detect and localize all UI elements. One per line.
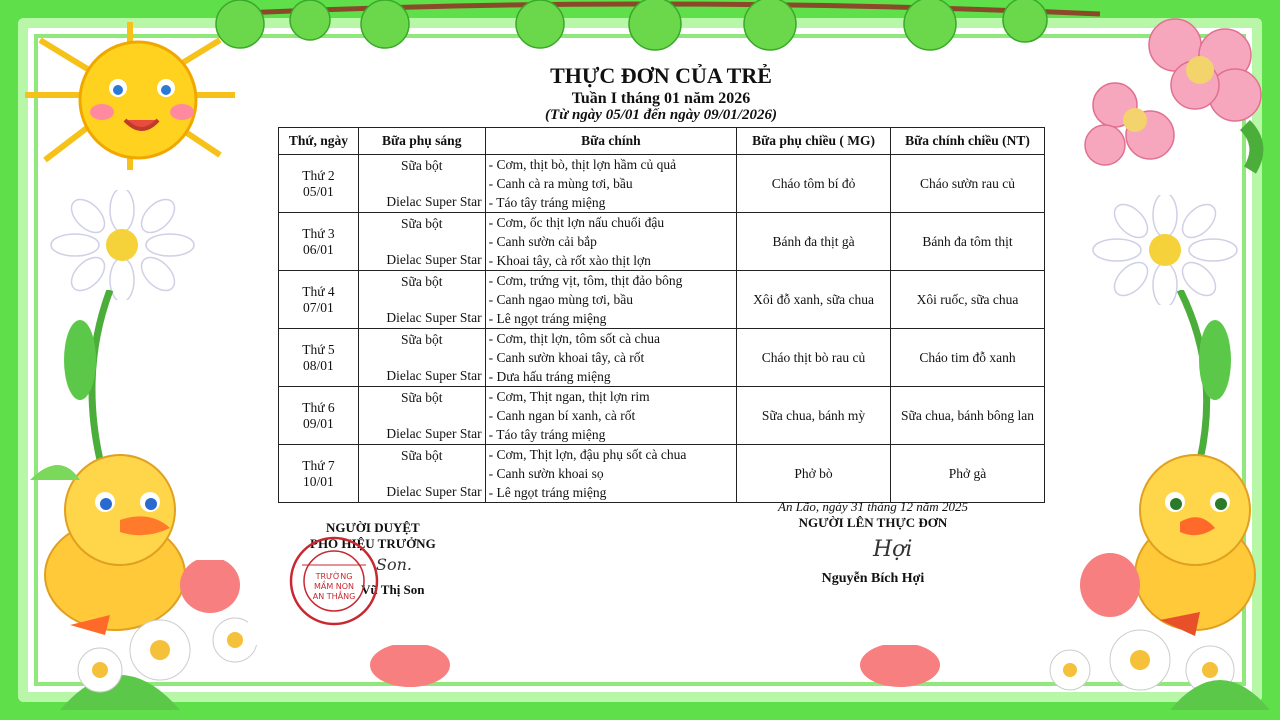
snack-brand: Dielac Super Star [386,193,482,209]
page-title: THỰC ĐƠN CỦA TRẺ [550,63,772,88]
col-header-afternoon-nt: Bữa chính chiều (NT) [891,128,1045,155]
snack-item: Sữa bột [401,447,443,463]
day-cell [279,213,359,271]
approver-role: NGƯỜI DUYỆT [325,520,420,535]
col-header-main-meal: Bữa chính [485,128,736,155]
afternoon-nt-cell: Bánh đa tôm thịt [891,213,1045,271]
dish-item: - Cơm, thịt bò, thịt lợn hầm củ quả [488,157,677,172]
dish-item: - Canh ngao mùng tơi, bầu [488,292,634,307]
dish-item: - Canh sườn cải bắp [488,234,597,249]
snack-brand: Dielac Super Star [386,251,482,267]
afternoon-mg-cell: Cháo thịt bò rau củ [737,329,891,387]
snack-item: Sữa bột [401,157,443,173]
day-label: Thứ 3 [302,225,335,241]
afternoon-nt-cell: Phở gà [891,445,1045,503]
daisy-icon [50,190,210,300]
preparer-handwriting: Hợi [873,537,913,562]
menu-document [248,55,1074,645]
menu-table [278,127,1045,503]
dish-item: - Canh sườn khoai tây, cà rốt [488,350,645,365]
dish-item: - Cơm, Thịt lợn, đậu phụ sốt cà chua [488,447,687,462]
svg-text:TRƯỜNG: TRƯỜNG [315,572,353,581]
main-meal-cell [485,387,736,445]
date-label: 09/01 [303,415,334,431]
approver-name: Vũ Thị Son [361,582,425,597]
dish-item: - Dưa hấu tráng miệng [488,369,611,384]
snack-brand: Dielac Super Star [386,309,482,325]
preparer-name: Nguyễn Bích Hợi [821,571,925,586]
table-row [279,329,1045,387]
snack-item: Sữa bột [401,273,443,289]
dish-item: - Khoai tây, cà rốt xào thịt lợn [488,253,651,268]
dish-item: - Canh ngan bí xanh, cà rốt [488,408,636,423]
dish-item: - Lê ngọt tráng miệng [488,485,607,500]
main-meal-cell [485,329,736,387]
day-cell [279,445,359,503]
dish-item: - Lê ngọt tráng miệng [488,311,607,326]
morning-snack-cell [358,155,485,213]
daisy-icon [1085,195,1245,305]
date-label: 10/01 [303,473,334,489]
day-label: Thứ 6 [302,399,335,415]
tulip-icon [360,640,460,700]
day-label: Thứ 5 [302,341,335,357]
dish-item: - Cơm, trứng vịt, tôm, thịt đảo bông [488,273,683,288]
date-label: 08/01 [303,357,334,373]
day-label: Thứ 7 [302,457,335,473]
afternoon-mg-cell: Sữa chua, bánh mỳ [737,387,891,445]
school-stamp-icon [288,535,380,627]
svg-text:MẦM NON: MẦM NON [313,582,355,591]
table-row [279,155,1045,213]
snack-item: Sữa bột [401,331,443,347]
afternoon-mg-cell: Bánh đa thịt gà [737,213,891,271]
afternoon-mg-cell: Phở bò [737,445,891,503]
day-label: Thứ 4 [302,283,335,299]
svg-text:AN THẮNG: AN THẮNG [312,592,356,601]
col-header-day: Thứ, ngày [279,128,359,155]
dish-item: - Canh sườn khoai sọ [488,466,604,481]
stem-decoration [1160,290,1260,460]
main-meal-cell [485,213,736,271]
table-header-row [279,128,1045,155]
snack-brand: Dielac Super Star [386,367,482,383]
col-header-afternoon-mg: Bữa phụ chiều ( MG) [737,128,891,155]
morning-snack-cell [358,213,485,271]
afternoon-nt-cell: Cháo tim đỗ xanh [891,329,1045,387]
main-meal-cell [485,155,736,213]
dish-item: - Cơm, thịt lợn, tôm sốt cà chua [488,331,661,346]
snack-item: Sữa bột [401,389,443,405]
dish-item: - Táo tây tráng miệng [488,195,606,210]
main-meal-cell [485,445,736,503]
table-row [279,445,1045,503]
day-cell [279,329,359,387]
menu-table-body [279,155,1045,503]
table-row [279,213,1045,271]
table-row [279,271,1045,329]
afternoon-mg-cell: Cháo tôm bí đỏ [737,155,891,213]
dish-item: - Cơm, ốc thịt lợn nấu chuối đậu [488,215,665,230]
col-header-morning-snack: Bữa phụ sáng [358,128,485,155]
place-date: An Lão, ngày 31 tháng 12 năm 2025 [778,499,968,514]
preparer-role: NGƯỜI LÊN THỰC ĐƠN [798,515,948,530]
approver-handwriting: Son. [376,555,412,574]
day-cell [279,271,359,329]
dish-item: - Táo tây tráng miệng [488,427,606,442]
day-label: Thứ 2 [302,167,335,183]
table-row [279,387,1045,445]
date-label: 05/01 [303,183,334,199]
pink-flower-icon [1075,5,1275,175]
date-label: 07/01 [303,299,334,315]
snack-brand: Dielac Super Star [386,425,482,441]
day-cell [279,155,359,213]
week-subtitle: Tuần I tháng 01 năm 2026 [571,90,751,107]
approver-title: PHÓ HIỆU TRƯỞNG [310,536,436,551]
day-cell [279,387,359,445]
morning-snack-cell [358,445,485,503]
sun-icon [20,20,240,170]
morning-snack-cell [358,329,485,387]
main-meal-cell [485,271,736,329]
stem-decoration [40,290,140,460]
afternoon-nt-cell: Sữa chua, bánh bông lan [891,387,1045,445]
snack-item: Sữa bột [401,215,443,231]
afternoon-nt-cell: Cháo sườn rau củ [891,155,1045,213]
snack-brand: Dielac Super Star [386,483,482,499]
afternoon-mg-cell: Xôi đỗ xanh, sữa chua [737,271,891,329]
tulip-icon [850,640,950,700]
date-label: 06/01 [303,241,334,257]
dish-item: - Canh cà ra mùng tơi, bầu [488,176,633,191]
morning-snack-cell [358,387,485,445]
date-range: (Từ ngày 05/01 đến ngày 09/01/2026) [545,107,777,123]
afternoon-nt-cell: Xôi ruốc, sữa chua [891,271,1045,329]
morning-snack-cell [358,271,485,329]
dish-item: - Cơm, Thịt ngan, thịt lợn rim [488,389,650,404]
